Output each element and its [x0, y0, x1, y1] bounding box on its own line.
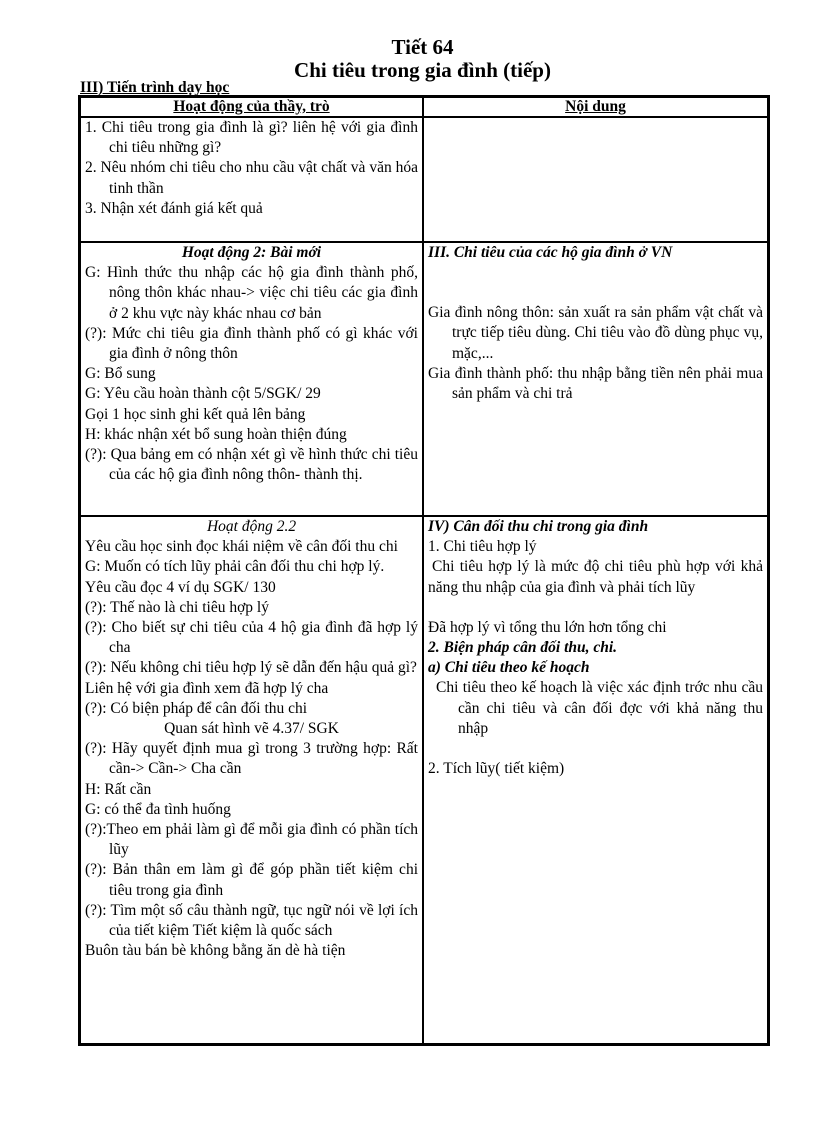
list-item: (?): Bản thân em làm gì để góp phần tiết kiệm chi tiêu trong gia đình [85, 861, 418, 899]
content-cell [423, 516, 768, 1044]
content-paragraph: Chi tiêu hợp lý là mức độ chi tiêu phù hợp với khả năng thu nhập của gia đình và phải tích lũy [428, 558, 763, 596]
list-item: (?): Có biện pháp để cân đối thu chi [85, 699, 308, 717]
list-item: Yêu cầu đọc 4 ví dụ SGK/ 130 [85, 578, 276, 596]
list-item: G: Yêu cầu hoàn thành cột 5/SGK/ 29 [85, 385, 321, 403]
content-paragraph: Chi tiêu theo kế hoạch là việc xác định trớc nhu cầu cần chi tiêu và cân đối đợc với khả năng thu nhập [436, 679, 763, 737]
list-item: Quan sát hình vẽ 4.37/ SGK [164, 720, 339, 738]
column-header-activities: Hoạt động của thầy, trò [80, 97, 423, 117]
list-item: 2. Nêu nhóm chi tiêu cho nhu cầu vật chất và văn hóa tinh thần [85, 159, 418, 197]
section-heading: III) Tiến trình dạy học [80, 79, 230, 96]
content-paragraph: 2. Tích lũy( tiết kiệm) [428, 760, 565, 778]
list-item: (?): Thế nào là chi tiêu hợp lý [85, 598, 269, 616]
content-subheading: a) Chi tiêu theo kế hoạch [428, 659, 590, 677]
list-item: G: có thể đa tình huống [85, 800, 231, 818]
content-cell [423, 117, 768, 242]
content-paragraph: Đã hợp lý vì tổng thu lớn hơn tổng chi [428, 618, 667, 636]
content-paragraph: Gia đình thành phố: thu nhập bằng tiền nên phải mua sản phẩm và chi trả [428, 364, 763, 403]
list-item: H: khác nhận xét bổ sung hoàn thiện đúng [85, 425, 347, 443]
list-item: Liên hệ với gia đình xem đã hợp lý cha [85, 679, 329, 697]
table-row [80, 516, 768, 1044]
page-title: Tiết 64 [391, 35, 454, 59]
list-item: (?): Nếu không chi tiêu hợp lý sẽ dẫn đến hậu quả gì? [85, 659, 417, 677]
list-item: (?): Cho biết sự chi tiêu của 4 hộ gia đình đã hợp lý cha [85, 619, 418, 657]
list-item: G: Hình thức thu nhập các hộ gia đình thành phố, nông thôn khác nhau-> việc chi tiêu các gia đình ở 2 khu vực này khác nhau cơ bản [85, 264, 418, 322]
list-item: 3. Nhận xét đánh giá kết quả [85, 199, 263, 217]
table-header-row [80, 97, 768, 117]
list-item: (?): Mức chi tiêu gia đình thành phố có gì khác với gia đình ở nông thôn [85, 324, 418, 363]
list-item: (?): Qua bảng em có nhận xét gì về hình thức chi tiêu của các hộ gia đình nông thôn- thành thị. [85, 446, 418, 484]
list-item: Yêu cầu học sinh đọc khái niệm về cân đối thu chi [85, 538, 398, 556]
content-heading: IV) Cân đối thu chi trong gia đình [428, 518, 649, 535]
content-heading: III. Chi tiêu của các hộ gia đình ở VN [428, 244, 673, 261]
table-row [80, 117, 768, 242]
list-item: Gọi 1 học sinh ghi kết quả lên bảng [85, 405, 306, 423]
content-paragraph: Gia đình nông thôn: sản xuất ra sản phẩm vật chất và trực tiếp tiêu dùng. Chi tiêu vào đồ dùng phục vụ, mặc,... [428, 304, 763, 362]
list-item: Buôn tàu bán bè không bằng ăn dè hà tiện [85, 942, 346, 960]
page-subtitle: Chi tiêu trong gia đình (tiếp) [294, 58, 551, 82]
content-subheading: 1. Chi tiêu hợp lý [428, 538, 537, 556]
column-header-content: Nội dung [423, 97, 768, 117]
activities-cell [80, 242, 423, 516]
activity-title: Hoạt động 2.2 [206, 518, 297, 535]
content-cell [423, 242, 768, 516]
table-row [80, 242, 768, 516]
list-item: G: Bổ sung [85, 365, 156, 383]
content-subheading: 2. Biện pháp cân đối thu, chi. [428, 639, 618, 657]
list-item: H: Rất cần [85, 780, 152, 798]
list-item: G: Muốn có tích lũy phải cân đối thu chi hợp lý. [85, 558, 385, 576]
list-item: (?): Tìm một số câu thành ngữ, tục ngữ nói về lợi ích của tiết kiệm Tiết kiệm là quốc sách [85, 901, 418, 940]
list-item: (?):Theo em phải làm gì để mỗi gia đình có phần tích lũy [85, 821, 418, 859]
lesson-table [78, 95, 770, 1046]
list-item: 1. Chi tiêu trong gia đình là gì? liên hệ với gia đình chi tiêu những gì? [85, 119, 418, 157]
activities-cell [80, 117, 423, 242]
activity-title: Hoạt động 2: Bài mới [181, 244, 322, 261]
activities-cell [80, 516, 423, 1044]
list-item: (?): Hãy quyết định mua gì trong 3 trường hợp: Rất cần-> Cần-> Cha cần [85, 740, 418, 778]
